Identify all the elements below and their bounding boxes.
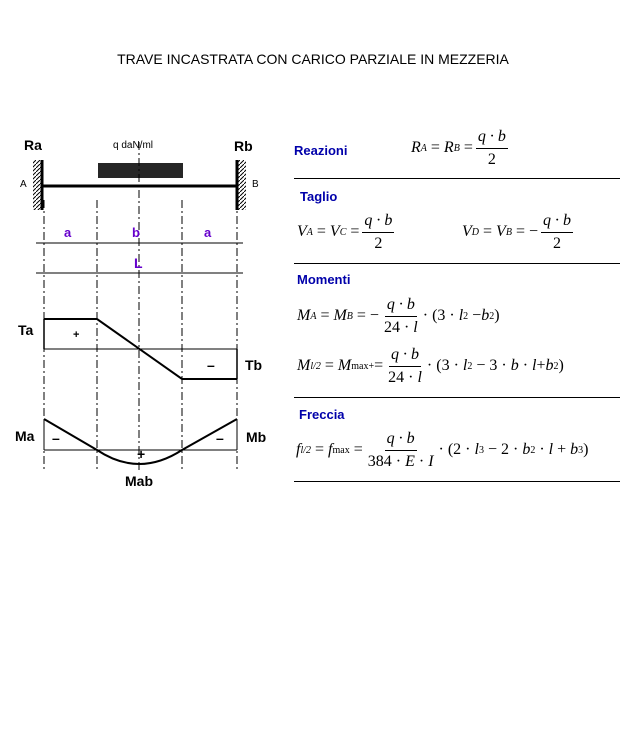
reaction-right-label: Rb bbox=[234, 138, 253, 154]
formula-moment-1: M A = M B = − $\frac{q \cdot b}{24 \cdot l}$ · (3 · l 2 − b 2 ) bbox=[297, 296, 500, 336]
formula-reactions: R A = R B = $\frac{q \cdot b}{2}$ bbox=[411, 128, 506, 168]
formula-shear-1: V A = V C = $\frac{q \cdot b}{2}$ bbox=[297, 212, 393, 252]
page-title: TRAVE INCASTRATA CON CARICO PARZIALE IN MEZZERIA bbox=[117, 51, 509, 67]
shear-minus-sign: – bbox=[207, 357, 215, 373]
guide-lines bbox=[44, 142, 237, 470]
moment-left-label: Ma bbox=[15, 428, 35, 444]
section-momenti: Momenti bbox=[297, 272, 351, 287]
span-label: L bbox=[134, 255, 143, 271]
moment-plus-mid: + bbox=[137, 446, 146, 462]
section-freccia: Freccia bbox=[299, 407, 345, 422]
shear-left-label: Ta bbox=[18, 322, 34, 338]
load-label: q daN/ml bbox=[113, 140, 154, 151]
shear-right-label: Tb bbox=[245, 357, 263, 373]
section-reazioni: Reazioni bbox=[294, 143, 348, 158]
divider-3 bbox=[294, 397, 620, 398]
support-right-wall bbox=[238, 160, 246, 210]
node-a-label: A bbox=[20, 179, 27, 190]
segment-a-right-label: a bbox=[204, 225, 212, 240]
distributed-load bbox=[98, 163, 183, 178]
segment-b-label: b bbox=[132, 225, 140, 240]
divider-2 bbox=[294, 263, 620, 264]
divider-4 bbox=[294, 481, 620, 482]
segment-a-left-label: a bbox=[64, 225, 72, 240]
section-taglio: Taglio bbox=[300, 189, 338, 204]
reaction-left-label: Ra bbox=[24, 137, 42, 153]
moment-right-label: Mb bbox=[246, 429, 267, 445]
formula-shear-2: V D = V B = − $\frac{q \cdot b}{2}$ bbox=[462, 212, 571, 252]
node-b-label: B bbox=[252, 179, 259, 190]
moment-minus-left: – bbox=[52, 430, 60, 446]
support-left-wall bbox=[33, 160, 41, 210]
shear-plus-sign: + bbox=[73, 329, 80, 341]
formula-moment-2: M l/2 = M max + = $\frac{q \cdot b}{24 \cdot l}$ · (3 · l 2 − 3 · b · l + b 2 ) bbox=[297, 346, 564, 386]
divider-1 bbox=[294, 178, 620, 179]
moment-minus-right: – bbox=[216, 430, 224, 446]
moment-mid-label: Mab bbox=[125, 473, 153, 489]
formula-deflection: f l/2 = f max = $\frac{q \cdot b}{384 \cdot E \cdot I}$ · (2 · l 3 − 2 · b 2 · l + b 3 ) bbox=[296, 430, 589, 470]
